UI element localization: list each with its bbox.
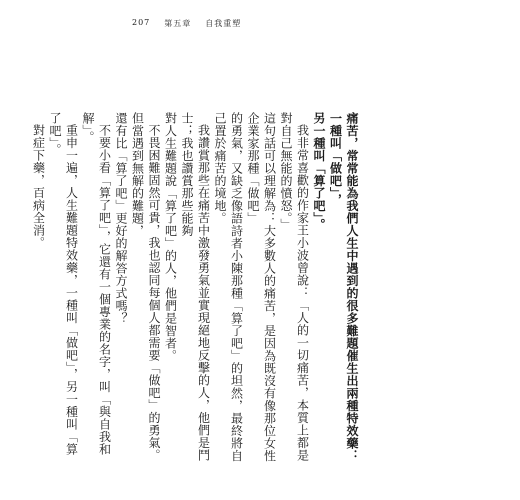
text-line: 不畏困難固然可貴，我也認同每個人都需要「做吧」的勇氣。但當遇到無解的難題， [130,112,161,462]
text-line: 對人生難題說「算了吧」的人，他們是智者。 [163,112,178,362]
text-line: 對症下藥，百病全消。 [31,124,46,249]
text-line: 這句話可以理解為：大多數人的痛苦，是因為既沒有像那位女性企業家那種「做吧」 [246,112,277,462]
chapter-title: 自我重塑 [205,19,242,28]
text-line: 痛苦，常常能為我們人生中遇到的很多難題催生出兩種特效藥：一種叫「做吧」， [328,112,359,462]
text-line: 還有比「算了吧」更好的解答方式嗎？ [114,112,128,325]
text-line: 不要小看「算了吧」，它還有一個專業的名字，叫「與自我和解」。 [81,112,112,456]
running-header [132,18,241,29]
text-line: 重申一遍，人生難題特效藥，一種叫「做吧」，另一種叫「算了吧」。 [48,112,79,456]
text-line: 另一種叫「算了吧」。 [312,112,326,231]
page-number: 207 [132,18,151,27]
vertical-body-text [30,112,360,462]
text-line: 我讚賞那些在痛苦中激發勇氣並實現絕地反擊的人，他們是鬥士；我也讚賞那些能夠 [180,112,211,462]
text-line: 我非常喜歡的作家王小波曾說：「人的一切痛苦，本質上都是對自己無能的憤怒。」 [279,112,310,462]
chapter-label: 第五章 [164,19,192,28]
text-line: 的勇氣，又缺乏像語詩者小陳那種「算了吧」的坦然，最終將自己置於痛苦的境地。 [213,112,244,462]
